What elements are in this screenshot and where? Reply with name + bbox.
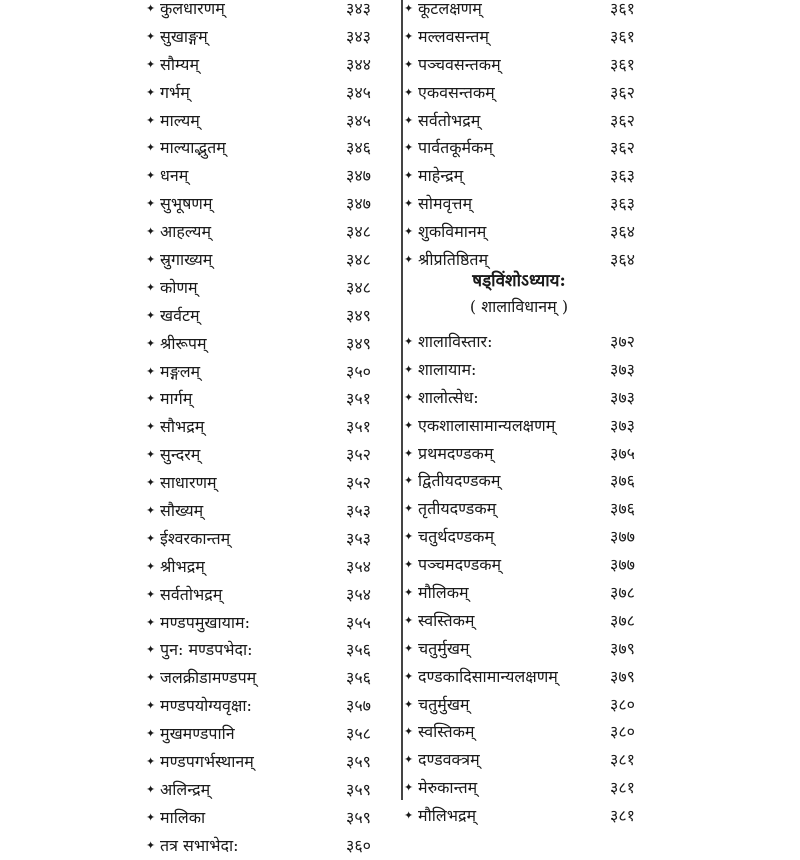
entry-term: शालाविस्तार: <box>418 332 493 351</box>
index-entry <box>146 609 396 637</box>
diamond-bullet-icon: ✦ <box>404 613 414 627</box>
entry-term: तत्र सभाभेदा: <box>160 835 239 855</box>
entry-page-number: ३६२ <box>610 110 635 130</box>
entry-term: द्वितीयदण्डकम् <box>418 471 501 491</box>
diamond-bullet-icon: ✦ <box>146 141 156 155</box>
index-entry <box>404 134 654 162</box>
index-entry <box>404 467 654 495</box>
diamond-bullet-icon: ✦ <box>146 364 156 378</box>
diamond-bullet-icon: ✦ <box>404 29 414 43</box>
entry-page-number: ३६० <box>346 835 371 855</box>
index-entry <box>146 385 396 413</box>
index-entry <box>404 495 654 523</box>
index-entry <box>404 384 654 412</box>
diamond-bullet-icon: ✦ <box>146 169 156 183</box>
diamond-bullet-icon: ✦ <box>146 699 156 713</box>
entry-term: माल्यम् <box>160 110 200 130</box>
diamond-bullet-icon: ✦ <box>146 392 156 406</box>
diamond-bullet-icon: ✦ <box>404 57 414 71</box>
entry-page-number: ३५० <box>346 361 371 381</box>
diamond-bullet-icon: ✦ <box>404 169 414 183</box>
diamond-bullet-icon: ✦ <box>146 755 156 769</box>
index-entry <box>146 581 396 609</box>
right-index-column-top <box>404 0 654 274</box>
diamond-bullet-icon: ✦ <box>404 225 414 239</box>
entry-term: स्रुगाख्यम् <box>160 250 213 270</box>
entry-term: मेरुकान्तम् <box>418 778 478 798</box>
entry-term: श्रीरूपम् <box>160 333 207 353</box>
diamond-bullet-icon: ✦ <box>404 725 414 739</box>
diamond-bullet-icon: ✦ <box>404 2 414 15</box>
entry-term: सुभूषणम् <box>160 194 213 214</box>
entry-page-number: ३४८ <box>346 277 371 297</box>
index-entry <box>404 23 654 51</box>
entry-term: एकवसन्तकम् <box>418 82 495 102</box>
index-entry <box>146 330 396 358</box>
entry-page-number: ३८१ <box>610 806 635 826</box>
entry-page-number: ३४८ <box>346 250 371 270</box>
index-entry <box>146 0 396 23</box>
diamond-bullet-icon: ✦ <box>146 197 156 211</box>
diamond-bullet-icon: ✦ <box>404 253 414 267</box>
diamond-bullet-icon: ✦ <box>404 362 414 376</box>
entry-term: चतुर्मुखम् <box>418 694 470 714</box>
left-index-column <box>146 0 396 860</box>
index-entry <box>404 579 654 607</box>
index-entry <box>146 413 396 441</box>
entry-page-number: ३६४ <box>610 222 635 242</box>
diamond-bullet-icon: ✦ <box>404 809 414 823</box>
entry-term: कोणम् <box>160 277 198 297</box>
entry-term: श्रीभद्रम् <box>160 556 205 576</box>
entry-page-number: ३५३ <box>346 501 371 521</box>
diamond-bullet-icon: ✦ <box>146 113 156 127</box>
index-entry <box>404 663 654 691</box>
entry-term: मण्डपगर्भस्थानम् <box>160 752 254 772</box>
index-entry <box>404 802 654 830</box>
diamond-bullet-icon: ✦ <box>404 85 414 99</box>
diamond-bullet-icon: ✦ <box>404 113 414 127</box>
diamond-bullet-icon: ✦ <box>146 504 156 518</box>
diamond-bullet-icon: ✦ <box>404 197 414 211</box>
index-entry <box>146 441 396 469</box>
entry-term: माहेन्द्रम् <box>418 166 464 186</box>
index-entry <box>404 440 654 468</box>
diamond-bullet-icon: ✦ <box>146 838 156 852</box>
entry-page-number: ३५९ <box>346 779 371 799</box>
entry-term: ईश्वरकान्तम् <box>160 528 231 548</box>
entry-term: शालोत्सेध: <box>418 387 479 407</box>
entry-page-number: ३५९ <box>346 807 371 827</box>
index-entry <box>404 162 654 190</box>
entry-term: मण्डपमुखायाम: <box>160 612 250 632</box>
index-entry <box>404 607 654 635</box>
entry-term: सौभद्रम् <box>160 417 205 437</box>
index-entry <box>146 832 396 860</box>
entry-page-number: ३८० <box>610 722 635 742</box>
entry-term: सुखाङ्गम् <box>160 26 208 46</box>
entry-page-number: ३४९ <box>346 333 371 353</box>
index-entry <box>404 190 654 218</box>
index-entry <box>146 79 396 107</box>
entry-page-number: ३५८ <box>346 724 371 744</box>
diamond-bullet-icon: ✦ <box>146 782 156 796</box>
entry-page-number: ३४७ <box>346 194 371 214</box>
entry-term: अलिन्द्रम् <box>160 779 211 799</box>
entry-term: दण्डकादिसामान्यलक्षणम् <box>418 666 558 686</box>
diamond-bullet-icon: ✦ <box>146 29 156 43</box>
diamond-bullet-icon: ✦ <box>404 141 414 155</box>
entry-term: खर्वटम् <box>160 305 200 325</box>
index-entry <box>146 246 396 274</box>
entry-page-number: ३६३ <box>610 166 635 186</box>
entry-page-number: ३४५ <box>346 110 371 130</box>
index-entry <box>146 636 396 664</box>
diamond-bullet-icon: ✦ <box>404 474 414 488</box>
entry-term: कूटलक्षणम् <box>418 0 482 18</box>
entry-term: मौलिभद्रम् <box>418 806 477 826</box>
entry-page-number: ३५१ <box>346 389 371 409</box>
entry-term: आहल्यम् <box>160 222 212 242</box>
entry-page-number: ३७३ <box>610 415 635 435</box>
index-entry <box>146 748 396 776</box>
diamond-bullet-icon: ✦ <box>146 615 156 629</box>
entry-page-number: ३५२ <box>346 445 371 465</box>
entry-term: शालायाम: <box>418 359 477 379</box>
entry-page-number: ३५१ <box>346 417 371 437</box>
entry-page-number: ३७२ <box>610 332 635 351</box>
entry-page-number: ३४३ <box>346 0 371 18</box>
entry-page-number: ३४९ <box>346 305 371 325</box>
index-entry <box>146 190 396 218</box>
entry-page-number: ३७८ <box>610 583 635 603</box>
entry-term: मौलिकम् <box>418 583 469 603</box>
index-entry <box>146 23 396 51</box>
index-entry <box>404 635 654 663</box>
entry-term: श्रीप्रतिष्ठितम् <box>418 250 489 270</box>
entry-page-number: ३५३ <box>346 528 371 548</box>
index-entry <box>146 218 396 246</box>
entry-page-number: ३४४ <box>346 54 371 74</box>
entry-page-number: ३७७ <box>610 555 635 575</box>
entry-page-number: ३६२ <box>610 138 635 158</box>
index-entry <box>146 664 396 692</box>
entry-term: प्रथमदण्डकम् <box>418 443 494 463</box>
entry-term: धनम् <box>160 166 189 186</box>
index-entry <box>404 691 654 719</box>
diamond-bullet-icon: ✦ <box>146 810 156 824</box>
entry-page-number: ३४८ <box>346 222 371 242</box>
entry-page-number: ३७९ <box>610 638 635 658</box>
entry-page-number: ३६४ <box>610 250 635 270</box>
index-entry <box>404 412 654 440</box>
diamond-bullet-icon: ✦ <box>404 335 414 348</box>
entry-page-number: ३७३ <box>610 359 635 379</box>
entry-page-number: ३५६ <box>346 640 371 660</box>
entry-term: पार्वतकूर्मकम् <box>418 138 493 158</box>
chapter-title: षड्विंशोऽध्याय: <box>472 271 566 291</box>
index-entry <box>146 302 396 330</box>
diamond-bullet-icon: ✦ <box>146 308 156 322</box>
index-entry <box>146 358 396 386</box>
diamond-bullet-icon: ✦ <box>146 280 156 294</box>
entry-term: मुखमण्डपानि <box>160 724 235 744</box>
entry-term: माल्याद्भुतम् <box>160 138 226 158</box>
index-entry <box>404 551 654 579</box>
entry-page-number: ३६१ <box>610 0 635 18</box>
entry-term: दण्डवक्त्रम् <box>418 750 480 770</box>
diamond-bullet-icon: ✦ <box>146 85 156 99</box>
entry-page-number: ३५५ <box>346 612 371 632</box>
entry-term: जलक्रीडामण्डपम् <box>160 668 257 688</box>
entry-page-number: ३५९ <box>346 752 371 772</box>
diamond-bullet-icon: ✦ <box>404 530 414 544</box>
diamond-bullet-icon: ✦ <box>404 669 414 683</box>
diamond-bullet-icon: ✦ <box>146 2 156 15</box>
entry-term: सोमवृत्तम् <box>418 194 473 214</box>
index-entry <box>404 774 654 802</box>
entry-term: सुन्दरम् <box>160 445 201 465</box>
entry-term: सर्वतोभद्रम् <box>418 110 481 130</box>
entry-term: एकशालासामान्यलक्षणम् <box>418 415 556 435</box>
entry-page-number: ३७७ <box>610 527 635 547</box>
diamond-bullet-icon: ✦ <box>146 643 156 657</box>
diamond-bullet-icon: ✦ <box>146 336 156 350</box>
diamond-bullet-icon: ✦ <box>404 390 414 404</box>
diamond-bullet-icon: ✦ <box>146 559 156 573</box>
index-entry <box>404 79 654 107</box>
entry-term: पुन: मण्डपभेदा: <box>160 640 253 660</box>
index-entry <box>404 107 654 135</box>
index-entry <box>404 51 654 79</box>
column-divider <box>401 0 403 800</box>
entry-term: मालिका <box>160 807 206 827</box>
entry-page-number: ३८० <box>610 694 635 714</box>
index-entry <box>404 746 654 774</box>
entry-term: शुकविमानम् <box>418 222 487 242</box>
entry-page-number: ३४३ <box>346 26 371 46</box>
entry-page-number: ३५४ <box>346 584 371 604</box>
diamond-bullet-icon: ✦ <box>146 57 156 71</box>
entry-page-number: ३६१ <box>610 26 635 46</box>
diamond-bullet-icon: ✦ <box>146 476 156 490</box>
entry-term: मङ्गलम् <box>160 361 201 381</box>
entry-term: मल्लवसन्तम् <box>418 26 489 46</box>
index-entry <box>146 51 396 79</box>
entry-term: सर्वतोभद्रम् <box>160 584 223 604</box>
entry-page-number: ३६१ <box>610 54 635 74</box>
index-entry <box>146 107 396 135</box>
entry-term: चतुर्थदण्डकम् <box>418 527 495 547</box>
entry-page-number: ३४६ <box>346 138 371 158</box>
diamond-bullet-icon: ✦ <box>404 502 414 516</box>
entry-term: मार्गम् <box>160 389 193 409</box>
diamond-bullet-icon: ✦ <box>146 671 156 685</box>
entry-page-number: ३८१ <box>610 750 635 770</box>
entry-term: मण्डपयोग्यवृक्षा: <box>160 696 252 716</box>
entry-page-number: ३७८ <box>610 610 635 630</box>
diamond-bullet-icon: ✦ <box>146 225 156 239</box>
entry-term: साधारणम् <box>160 473 217 493</box>
index-entry <box>146 469 396 497</box>
entry-page-number: ३७६ <box>610 499 635 519</box>
entry-page-number: ३४५ <box>346 82 371 102</box>
entry-term: पञ्चमदण्डकम् <box>418 555 502 575</box>
index-entry <box>146 274 396 302</box>
index-entry <box>146 804 396 832</box>
chapter-subtitle: ( शालाविधानम् ) <box>469 297 569 316</box>
diamond-bullet-icon: ✦ <box>146 531 156 545</box>
diamond-bullet-icon: ✦ <box>404 753 414 767</box>
diamond-bullet-icon: ✦ <box>146 253 156 267</box>
index-entry <box>404 328 654 356</box>
diamond-bullet-icon: ✦ <box>404 558 414 572</box>
entry-term: चतुर्मुखम् <box>418 638 470 658</box>
diamond-bullet-icon: ✦ <box>146 727 156 741</box>
entry-term: कुलधारणम् <box>160 0 225 18</box>
diamond-bullet-icon: ✦ <box>404 586 414 600</box>
entry-page-number: ३४७ <box>346 166 371 186</box>
entry-term: स्वस्तिकम् <box>418 610 475 630</box>
index-entry <box>404 218 654 246</box>
diamond-bullet-icon: ✦ <box>146 448 156 462</box>
diamond-bullet-icon: ✦ <box>146 587 156 601</box>
entry-page-number: ३५४ <box>346 556 371 576</box>
diamond-bullet-icon: ✦ <box>404 697 414 711</box>
entry-page-number: ३६३ <box>610 194 635 214</box>
index-entry <box>146 134 396 162</box>
entry-page-number: ३७६ <box>610 471 635 491</box>
entry-term: गर्भम् <box>160 82 190 102</box>
entry-page-number: ३५२ <box>346 473 371 493</box>
entry-page-number: ३५६ <box>346 668 371 688</box>
entry-page-number: ३६२ <box>610 82 635 102</box>
entry-page-number: ३७५ <box>610 443 635 463</box>
entry-term: तृतीयदण्डकम् <box>418 499 497 519</box>
diamond-bullet-icon: ✦ <box>404 446 414 460</box>
index-entry <box>146 497 396 525</box>
index-entry <box>146 162 396 190</box>
diamond-bullet-icon: ✦ <box>146 420 156 434</box>
entry-page-number: ३७३ <box>610 387 635 407</box>
index-entry <box>146 525 396 553</box>
entry-page-number: ३७९ <box>610 666 635 686</box>
entry-term: सौख्यम् <box>160 501 204 521</box>
index-entry <box>404 718 654 746</box>
index-entry <box>146 553 396 581</box>
entry-term: स्वस्तिकम् <box>418 722 475 742</box>
entry-page-number: ३८१ <box>610 778 635 798</box>
index-entry <box>404 523 654 551</box>
entry-term: सौम्यम् <box>160 54 200 74</box>
entry-page-number: ३५७ <box>346 696 371 716</box>
entry-term: पञ्चवसन्तकम् <box>418 54 501 74</box>
right-index-column-bottom <box>404 328 654 830</box>
index-entry <box>404 356 654 384</box>
index-entry <box>404 0 654 23</box>
diamond-bullet-icon: ✦ <box>404 781 414 795</box>
index-entry <box>146 692 396 720</box>
index-entry <box>146 720 396 748</box>
diamond-bullet-icon: ✦ <box>404 641 414 655</box>
diamond-bullet-icon: ✦ <box>404 418 414 432</box>
